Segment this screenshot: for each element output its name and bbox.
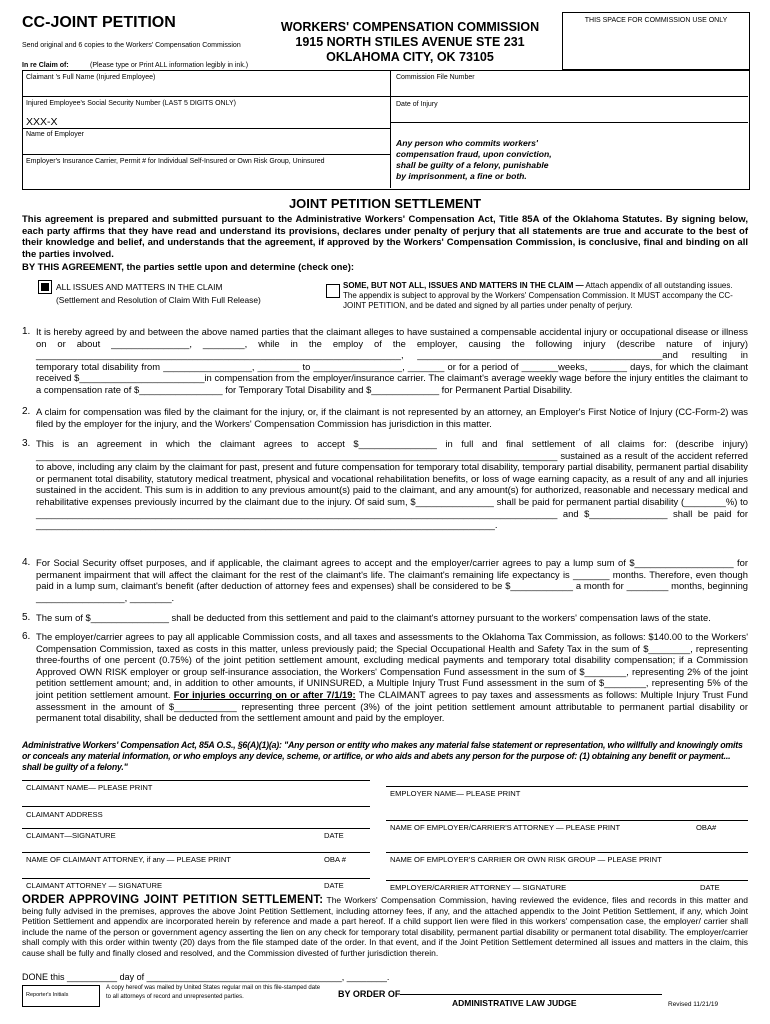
settlement-intro: This agreement is prepared and submitted pursuant to the Administrative Workers' Compensation Act, Title 85A of the Oklahoma Statutes. By signing below, each party affirms that they have read and understand its provisions, declares under penalty of perjury that all statements are true and accurate to the best of their knowledge and belief, and understands that the agreement, if approved by the Workers' Compensation Commission, is conclusive, final and binding on all the parties involved. (22, 214, 748, 260)
commission-name: WORKERS' COMPENSATION COMMISSION (280, 20, 540, 34)
para6-num: 6. (22, 631, 31, 642)
order-text: The Workers' Compensation Commission, having reviewed the evidence, files and records in this matter and being fully advised in the premises, approves the above Joint Petition Settlement, including attorney fees, if any, and the attached appendix to the Joint Petition Settlement, if any, which Joint Petition Settlement and appendix are incorporated herein by reference and made a part hereof. If a child support lien were filed in this workers' compensation case, the employer/ carrier shall include the name of the person or government agency asserting the lien on any check for temporary total disability, permanent partial disability or permanent total disability. The employer/carrier shall comply with this order within twenty (20) days from the file stamped date of the order. In that event, and if the Joint Petition Settlement determined all issues and matters in the claim, this cause shall be fully and finally closed and resolved, and the Commission divested of further jurisdiction therein. (22, 895, 748, 958)
date-label-2: DATE (324, 881, 344, 890)
done-this[interactable]: DONE this __________ day of _______________________________________, ________. (22, 972, 390, 982)
option-all-sub: (Settlement and Resolution of Claim With Full Release) (56, 295, 261, 305)
sig-line-9 (386, 880, 748, 881)
claim-info-divider (390, 70, 391, 188)
alj-label: ADMINISTRATIVE LAW JUDGE (452, 998, 577, 1008)
para4-num: 4. (22, 557, 31, 568)
checkbox-fill (41, 283, 49, 291)
claim-info-box (22, 70, 750, 190)
para6-bold: For injuries occurring on or after 7/1/19: (173, 688, 356, 700)
para5: The sum of $_______________ shall be deducted from this settlement and paid to the claimant's attorney pursuant to the workers' compensation laws of the state. (36, 612, 711, 623)
address-line1: 1915 NORTH STILES AVENUE STE 231 (295, 35, 525, 49)
by-agreement: BY THIS AGREEMENT, the parties settle upon and determine (check one): (22, 262, 355, 273)
para6-text: The employer/carrier agrees to pay all applicable Commission costs, and all taxes and assessments to the Oklahoma Tax Commission, as follows: $140.00 to the Workers' Compensation Commission, taxed as costs in this matter, unless previously paid; the Special Occupational Health and Safety Tax in the sum of $________, representing three-fourths of one percent (0.75%) of the joint petition settlement amount, excluding medical payments and temporary total disability compensation; if a Commission Approved OWN RISK employer or group self-insurance association, the Workers' Compensation Fund assessment in the sum of $________, representing 2% of the joint petition settlement amount; and, in addition to other amounts, if UNINSURED, a Multiple Injury Trust Fund assessment in the sum of $________, representing 5% of the joint petition settlement amount. (36, 631, 748, 700)
para3: This is an agreement in which the claimant agrees to accept $_______________ in full and final settlement of all claims for: (describe injury) ____________________________________________________________________________________________________ sustained as a result of the accident referred to above, including any claim by the claimant for past, present and future compensation for temporary total disability, temporary partial disability, permanent partial disability or permanent total disability, statutory medical treatment, physical and vocational rehabilitation benefits, or loss of wage earning capacity, as a result of any and all injuries sustained in the accident. This sum is in addition to any previous amount(s) paid to the claimant, and any amount(s) for authorized, reasonable and necessary medical and rehabilitative expenses previously incurred by the claimant due to the injury. Of said sum, $_______________ shall be paid for permanent partial disability (________%) to ____________________________________________________________________________________________________ and $_______________ shall be paid for ________________________________________________________________________________________. (36, 438, 748, 531)
para3-num: 3. (22, 438, 31, 449)
claimant-attorney-sig-label[interactable]: CLAIMANT ATTORNEY — SIGNATURE (26, 881, 163, 890)
carrier-field[interactable]: Employer's Insurance Carrier, Permit # for Individual Self-Insured or Own Risk Group, Uninsured (26, 158, 325, 165)
option-all-checkbox[interactable] (38, 280, 52, 294)
in-re-note: (Please type or Print ALL information legibly in ink.) (90, 62, 249, 69)
para1-num: 1. (22, 326, 31, 337)
in-re-label: In re Claim of: (22, 62, 69, 69)
commission-use-label: THIS SPACE FOR COMMISSION USE ONLY (584, 17, 728, 24)
row-line-right (390, 122, 748, 123)
reporter-initials-box[interactable] (22, 985, 100, 1007)
para6 (36, 631, 748, 724)
ssn-value: XXX-X (26, 116, 142, 129)
para1: It is hereby agreed by and between the above named parties that the claimant alleges to have sustained a compensable accidental injury or occupational disease or illness on or about _______________, ________, while in the employ of the employer, causing the following injury (describe nature of injury) ______________________________________________________________________, _______________________________________________and resulting in temporary total disability from _________________, ________ to _________________, _______ or for a period of _______weeks, _______ days, for which the claimant received $________________________in compensation from the employer/insurance carrier. The claimant's average weekly wage before the injury entitles the claimant to a compensation rate of $________________ for Temporary Total Disability and $_____________ for Permanent Partial Disability. (36, 326, 748, 395)
para4: For Social Security offset purposes, and if applicable, the claimant agrees to accept and the employer/carrier agrees to pay a lump sum of $___________________ for permanent impairment that will affect the claimant for the rest of the claimant's life. The claimant's remaining life expectancy is _______ months. Therefore, even though paid in a lump sum, claimant's benefit (after deduction of attorney fees and expenses) shall be considered to be $____________ a month for ________ months, beginning _________________, ________. (36, 557, 748, 603)
para2-num: 2. (22, 406, 31, 417)
sig-line-3 (22, 806, 370, 807)
date-label-1: DATE (324, 831, 344, 840)
file-number-field[interactable]: Commission File Number (396, 74, 475, 81)
revised-date: Revised 11/21/19 (668, 1001, 719, 1008)
option-all-title: ALL ISSUES AND MATTERS IN THE CLAIM (56, 282, 223, 292)
claimant-name-field[interactable]: Claimant 's Full Name (Injured Employee) (26, 74, 156, 81)
sig-line-1 (22, 780, 370, 781)
oba-label-1: OBA# (696, 823, 717, 832)
option-some-checkbox[interactable] (326, 284, 340, 298)
sig-line-5 (22, 828, 370, 829)
option-some-text: Attach appendix of all outstanding issues. The appendix is subject to approval by the Workers' Compensation Commission. It MUST accompany the CC-JOINT PETITION, and be dated and signed by all parties under penalty of perjury. (343, 281, 733, 310)
sig-line-8 (22, 878, 370, 879)
settlement-title: JOINT PETITION SETTLEMENT (288, 196, 482, 211)
ssn-field[interactable]: Injured Employee's Social Security Number (LAST 5 DIGITS ONLY) (26, 100, 236, 107)
para2: A claim for compensation was filed by the claimant for the injury, or, if the claimant is not represented by an attorney, an Employer's First Notice of Injury (CC-Form-2) was filed by the employer for the injury, and the Workers' Compensation Commission has jurisdiction in this matter. (36, 406, 748, 429)
claimant-address-label[interactable]: CLAIMANT ADDRESS (26, 810, 103, 819)
send-note: Send original and 6 copies to the Workers' Compensation Commission (22, 42, 241, 49)
mail-note: A copy hereof was mailed by United States regular mail on this file-stamped date to all attorneys of record and unrepresented parties. (106, 985, 321, 1000)
commission-address (280, 20, 540, 65)
oba-label-2: OBA # (324, 855, 346, 864)
alj-signature-line (400, 994, 662, 995)
claimant-signature-label[interactable]: CLAIMANT—SIGNATURE (26, 831, 116, 840)
sig-line-4 (386, 820, 748, 821)
commission-use-box (562, 12, 750, 70)
sig-line-2 (386, 786, 748, 787)
by-order-of: BY ORDER OF (338, 989, 401, 999)
order-title: ORDER APPROVING JOINT PETITION SETTLEMENT: (22, 894, 324, 906)
employer-attorney-label[interactable]: NAME OF EMPLOYER/CARRIER'S ATTORNEY — PLEASE PRINT (390, 823, 621, 832)
para5-num: 5. (22, 612, 31, 623)
fraud-warning: Any person who commits workers' compensation fraud, upon conviction, shall be guilty of a felony, punishable by imprisonment, a fine or both. (396, 138, 552, 181)
employer-attorney-sig-label[interactable]: EMPLOYER/CARRIER ATTORNEY — SIGNATURE (390, 883, 567, 892)
order-block (22, 895, 748, 959)
row-line-1 (22, 96, 748, 97)
claimant-name-label[interactable]: CLAIMANT NAME— PLEASE PRINT (26, 783, 153, 792)
date-label-3: DATE (700, 883, 720, 892)
date-of-injury-field[interactable]: Date of Injury (396, 101, 438, 108)
sig-line-6 (22, 852, 370, 853)
option-some-block (343, 281, 748, 311)
employer-field[interactable]: Name of Employer (26, 131, 84, 138)
employer-name-label[interactable]: EMPLOYER NAME— PLEASE PRINT (390, 789, 521, 798)
carrier-name-label[interactable]: NAME OF EMPLOYER'S CARRIER OR OWN RISK GROUP — PLEASE PRINT (390, 855, 662, 864)
form-title: CC-JOINT PETITION (22, 14, 176, 31)
address-line2: OKLAHOMA CITY, OK 73105 (326, 50, 494, 64)
sig-line-7 (386, 852, 748, 853)
option-some-title: SOME, BUT NOT ALL, ISSUES AND MATTERS IN THE CLAIM — (343, 281, 584, 290)
reporter-initials-label: Reporter's Initials (26, 992, 69, 998)
para6-text2: The CLAIMANT agrees to pay taxes and assessments as follows: Multiple Injury Trust Fund assessment in the amount of $____________ representing three percent (3%) of the joint petition settlement amount attributable to permanent partial disability or permanent total disability, shall be deducted from the settlement amount and paid by the employer. (36, 688, 749, 724)
row-line-3 (22, 154, 390, 155)
statute-quote: Administrative Workers' Compensation Act, 85A O.S., §6(A)(1)(a): "Any person or entity who makes any material false statement or representation, who willfully and knowingly omits or conceals any material information, or who employs any device, scheme, or artifice, or who aids and abets any person for the purpose of: (1) obtaining any benefit or payment... shall be guilty of a felony." (22, 740, 743, 772)
claimant-attorney-name-label[interactable]: NAME OF CLAIMANT ATTORNEY, if any — PLEASE PRINT (26, 855, 231, 864)
